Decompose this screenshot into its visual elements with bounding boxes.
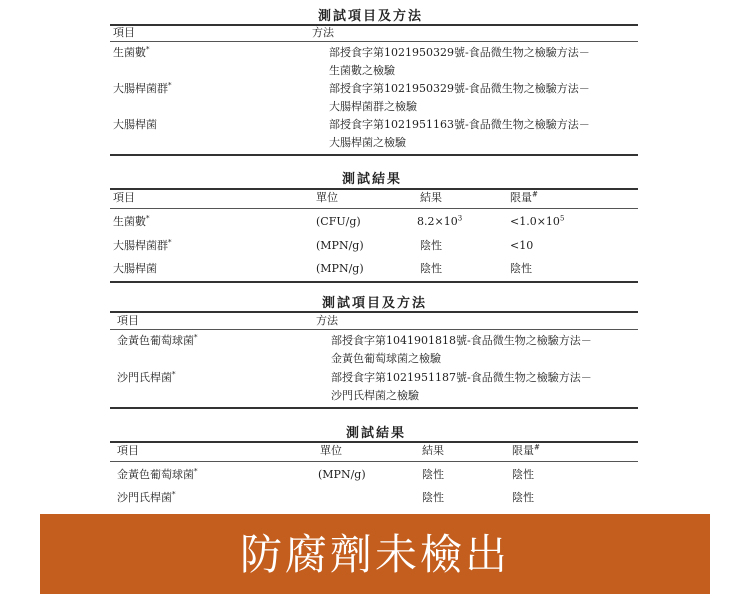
section4-header-rule <box>110 461 638 462</box>
section1-col-method: 方法 <box>312 26 334 39</box>
result-value: 陰性 <box>422 491 444 504</box>
section3-title: 測試項目及方法 <box>322 296 428 311</box>
section4-col-limit: 限量# <box>512 443 540 457</box>
result-value: $8.2\times 10^3$ <box>417 214 463 228</box>
section2-header-rule <box>110 208 638 209</box>
section2-col-unit: 單位 <box>316 191 338 204</box>
section4-title: 測試結果 <box>346 426 407 441</box>
section3-top-rule <box>110 311 638 313</box>
section1-bottom-rule <box>110 154 638 156</box>
method-line2: 沙門氏桿菌之檢驗 <box>331 389 419 402</box>
method-line2: 大腸桿菌之檢驗 <box>329 136 406 149</box>
method-line2: 金黃色葡萄球菌之檢驗 <box>331 352 441 365</box>
item-label: 大腸桿菌 <box>113 262 157 275</box>
section4-top-rule <box>110 441 638 443</box>
method-line2: 大腸桿菌群之檢驗 <box>329 100 417 113</box>
unit-value: (CFU/g) <box>316 215 361 228</box>
section2-col-item: 項目 <box>113 191 135 204</box>
section2-top-rule <box>110 188 638 190</box>
item-label: 生菌數* <box>113 214 150 228</box>
section1-col-item: 項目 <box>113 26 135 39</box>
limit-value: 陰性 <box>510 262 532 275</box>
unit-value: (MPN/g) <box>316 262 364 275</box>
limit-value: 陰性 <box>512 491 534 504</box>
preservative-banner <box>40 514 710 594</box>
banner-text: 防腐劑未檢出 <box>239 530 510 579</box>
method-line1: 部授食字第1021950329號-食品微生物之檢驗方法－ <box>329 46 590 59</box>
unit-value: (MPN/g) <box>316 239 364 252</box>
section2-bottom-rule <box>110 281 638 283</box>
item-label: 大腸桿菌群* <box>113 238 172 252</box>
item-label: 沙門氏桿菌* <box>117 490 176 504</box>
method-line2: 生菌數之檢驗 <box>329 64 395 77</box>
section1-title: 測試項目及方法 <box>318 9 424 24</box>
unit-value: (MPN/g) <box>318 468 366 481</box>
method-line1: 部授食字第1021951187號-食品微生物之檢驗方法－ <box>331 371 592 384</box>
result-value: 陰性 <box>420 239 442 252</box>
item-label: 金黃色葡萄球菌* <box>117 467 198 481</box>
method-line1: 部授食字第1021950329號-食品微生物之檢驗方法－ <box>329 82 590 95</box>
limit-value: $<1.0\times 10^5$ <box>510 214 565 228</box>
section1-top-rule <box>110 24 638 26</box>
section2-title: 測試結果 <box>342 172 403 187</box>
method-line1: 部授食字第1021951163號-食品微生物之檢驗方法－ <box>329 118 590 131</box>
item-label: 大腸桿菌群* <box>113 81 172 95</box>
method-line1: 部授食字第1041901818號-食品微生物之檢驗方法－ <box>331 334 592 347</box>
section4-col-item: 項目 <box>117 444 139 457</box>
item-label: 生菌數* <box>113 45 150 59</box>
limit-value: <10 <box>510 239 534 252</box>
section2-col-result: 結果 <box>420 191 442 204</box>
section2-col-limit: 限量# <box>510 190 538 204</box>
section4-col-unit: 單位 <box>320 444 342 457</box>
section3-col-item: 項目 <box>117 314 139 327</box>
section3-bottom-rule <box>110 407 638 409</box>
limit-value: 陰性 <box>512 468 534 481</box>
section1-header-rule <box>110 41 638 42</box>
result-value: 陰性 <box>420 262 442 275</box>
result-value: 陰性 <box>422 468 444 481</box>
item-label: 金黃色葡萄球菌* <box>117 333 198 347</box>
section3-header-rule <box>110 329 638 330</box>
section3-col-method: 方法 <box>316 314 338 327</box>
section4-col-result: 結果 <box>422 444 444 457</box>
item-label: 沙門氏桿菌* <box>117 370 176 384</box>
item-label: 大腸桿菌 <box>113 118 157 131</box>
